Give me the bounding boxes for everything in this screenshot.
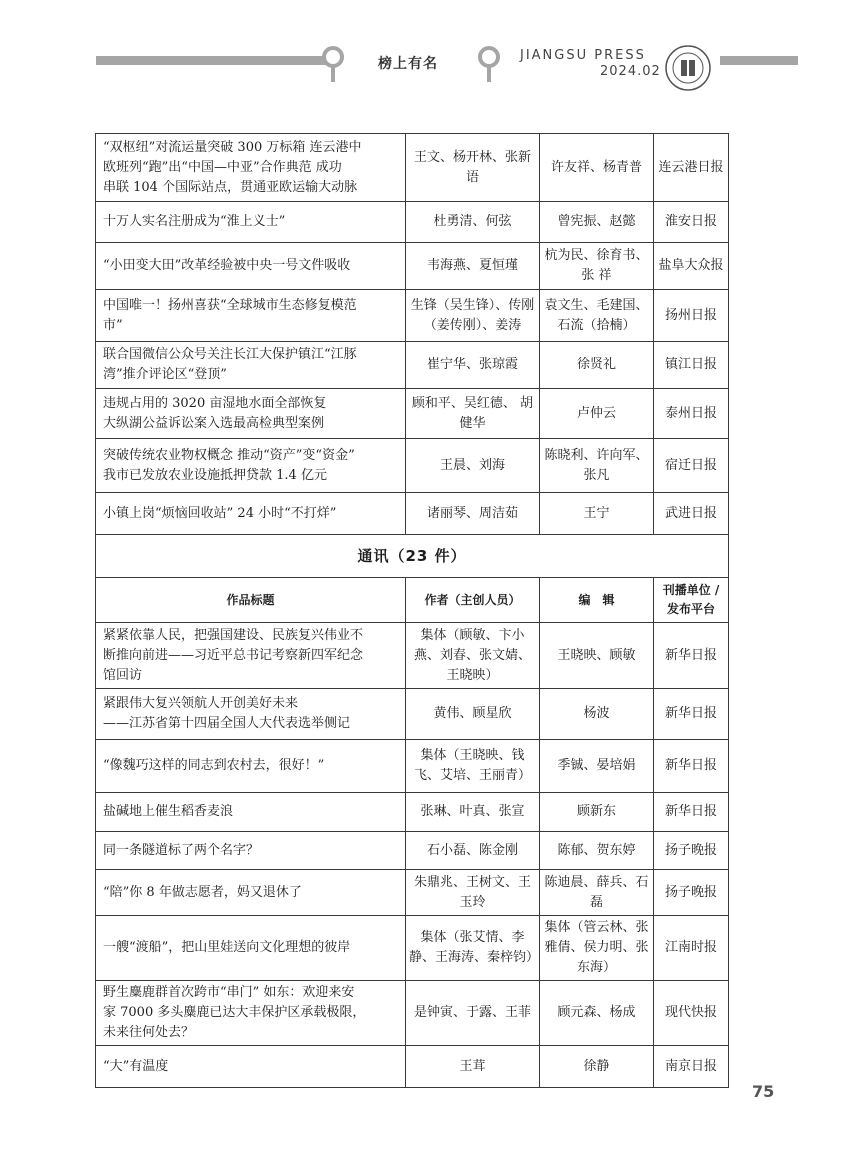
work-authors: 石小磊、陈金刚 [406,832,540,870]
work-editors: 王宁 [540,493,654,535]
work-title-line: 家 7000 多头麋鹿已达大丰保护区承载极限， [103,1005,366,1020]
publishing-unit: 盐阜大众报 [654,243,729,290]
table-row [96,493,729,535]
work-title [96,493,406,535]
work-authors: 王晨、刘海 [406,439,540,493]
work-title-line: 一艘“渡船”，把山里娃送向文化理想的彼岸 [103,940,351,955]
publishing-unit: 现代快报 [654,981,729,1046]
section-name: 榜上有名 [378,56,438,72]
publishing-unit: 泰州日报 [654,389,729,439]
publishing-unit: 扬州日报 [654,290,729,342]
work-title-line: 同一条隧道标了两个名字？ [103,842,260,858]
work-editors: 集体（管云林、张雅倩、侯力明、张东海） [540,916,654,981]
work-title [96,134,406,202]
table-body-lower [96,623,729,1088]
publishing-unit: 新华日报 [654,740,729,793]
work-authors: 韦海燕、夏恒瑾 [406,243,540,290]
work-title-line: 我市已发放农业设施抵押贷款 1.4 亿元 [103,467,327,483]
work-title-line: “小田变大田”改革经验被中央一号文件吸收 [103,258,351,273]
work-editors: 陈郁、贺东婷 [540,832,654,870]
column-header-row [96,578,729,623]
work-authors: 集体（顾敏、卞小燕、刘春、张文婧、王晓映） [406,623,540,689]
table-row [96,981,729,1046]
column-header-unit [654,578,729,623]
work-title-line: 违规占用的 3020 亩湿地水面全部恢复 [103,395,327,411]
work-title-line: 紧紧依靠人民，把强国建设、民族复兴伟业不 [103,627,364,643]
work-title-line: 盐碱地上催生稻香麦浪 [103,804,234,819]
work-title-line: “陪”你 8 年做志愿者，妈又退休了 [103,884,302,900]
work-editors: 季铖、晏培娟 [540,740,654,793]
publishing-unit: 南京日报 [654,1046,729,1088]
work-title-line: “大”有温度 [103,1058,169,1074]
publishing-unit: 宿迁日报 [654,439,729,493]
work-title-line: 野生麋鹿群首次跨市“串门” 如东：欢迎来安 [103,985,355,1000]
table-row [96,870,729,916]
work-title [96,793,406,832]
section-header-row [96,535,729,578]
work-editors: 陈晓利、许向军、张凡 [540,439,654,493]
work-title-line: 大纵湖公益诉讼案入选最高检典型案例 [103,415,325,431]
work-editors: 杨波 [540,689,654,740]
work-title [96,916,406,981]
work-title-line: ——江苏省第十四届全国人大代表选举侧记 [103,716,351,731]
work-editors: 卢仲云 [540,389,654,439]
work-title [96,832,406,870]
table-row [96,290,729,342]
work-title [96,740,406,793]
work-authors: 是钟寅、于露、王菲 [406,981,540,1046]
page-number: 75 [752,1082,775,1101]
work-title [96,243,406,290]
work-authors: 集体（王晓映、钱飞、艾培、王丽青） [406,740,540,793]
publishing-unit: 连云港日报 [654,134,729,202]
work-title-line: 十万人实名注册成为“淮上义士” [103,214,286,229]
work-editors: 曾宪振、赵懿 [540,202,654,243]
work-title [96,389,406,439]
work-title-line: 市” [103,317,123,333]
column-header-authors: 作者（主创人员） [406,578,540,623]
work-authors: 黄伟、顾星欣 [406,689,540,740]
header-rule-left [96,56,326,65]
publishing-unit: 淮安日报 [654,202,729,243]
work-title [96,981,406,1046]
work-title-line: 未来往何处去？ [103,1025,195,1040]
work-authors: 生锋（吴生锋）、传刚（姜传刚）、姜涛 [406,290,540,342]
work-title-line: 串联 104 个国际站点，贯通亚欧运输大动脉 [103,179,358,195]
work-authors: 王文、杨开林、张新语 [406,134,540,202]
header-rule-right [720,56,798,65]
table-row [96,389,729,439]
work-authors: 张琳、叶真、张宣 [406,793,540,832]
work-title-line: 突破传统农业物权概念 推动“资产”变“资金” [103,447,355,463]
table-row [96,740,729,793]
work-title-line: 中国唯一！扬州喜获“全球城市生态修复模范 [103,297,357,313]
work-editors: 袁文生、毛建国、石流（拾楠） [540,290,654,342]
work-editors: 陈迪晨、薛兵、石磊 [540,870,654,916]
work-editors: 王晓映、顾敏 [540,623,654,689]
publishing-unit: 扬子晚报 [654,870,729,916]
table-row [96,1046,729,1088]
work-authors: 王茸 [406,1046,540,1088]
work-authors: 杜勇清、何弦 [406,202,540,243]
magazine-name: JIANGSU PRESS [520,48,646,63]
table-row [96,832,729,870]
column-header-editors: 编 辑 [540,578,654,623]
location-pin-icon [318,44,348,84]
work-title-line: “双枢纽”对流运量突破 300 万标箱 连云港中 [103,139,362,155]
work-title [96,1046,406,1088]
table-row [96,916,729,981]
work-authors: 集体（张艾情、李静、王海涛、秦梓钧） [406,916,540,981]
work-title [96,870,406,916]
publishing-unit: 扬子晚报 [654,832,729,870]
work-editors: 杭为民、徐育书、张 祥 [540,243,654,290]
work-title-line: 断推向前进——习近平总书记考察新四军纪念 [103,647,364,663]
column-header-title: 作品标题 [96,578,406,623]
publishing-unit: 镇江日报 [654,342,729,389]
work-title [96,202,406,243]
work-title [96,689,406,740]
work-authors: 崔宁华、张琼霞 [406,342,540,389]
work-editors: 徐静 [540,1046,654,1088]
work-title-line: 湾”推介评论区“登顶” [103,367,227,382]
work-authors: 顾和平、吴红德、 胡健华 [406,389,540,439]
table-row [96,134,729,202]
awards-table [95,133,729,1088]
publishing-unit: 新华日报 [654,689,729,740]
journal-seal-logo [664,44,712,92]
table-row [96,243,729,290]
location-pin-icon [474,44,504,84]
work-authors: 诸丽琴、周洁茹 [406,493,540,535]
table-body-upper [96,134,729,535]
work-title-line: 馆回访 [103,667,143,683]
work-title-line: 紧跟伟大复兴领航人开创美好未来 [103,696,299,711]
work-authors: 朱鼎兆、王树文、王玉玲 [406,870,540,916]
table-row [96,793,729,832]
table-row [96,342,729,389]
table-row [96,202,729,243]
publishing-unit: 新华日报 [654,793,729,832]
table-row [96,689,729,740]
column-header-unit-line1: 刊播单位 / [662,583,720,597]
table-row [96,623,729,689]
work-editors: 徐贤礼 [540,342,654,389]
work-title [96,342,406,389]
work-title-line: 联合国微信公众号关注长江大保护镇江“江豚 [103,347,357,362]
work-title [96,439,406,493]
publishing-unit: 武进日报 [654,493,729,535]
table-row [96,439,729,493]
section-title: 通讯（23 件） [96,535,729,578]
work-title [96,623,406,689]
work-title-line: 小镇上岗“烦恼回收站” 24 小时“不打烊” [103,505,337,521]
issue-date: 2024.02 [600,64,661,79]
work-title-line: “像魏巧这样的同志到农村去，很好！” [103,758,325,773]
work-editors: 许友祥、杨青普 [540,134,654,202]
work-editors: 顾元森、杨成 [540,981,654,1046]
work-title-line: 欧班列“跑”出“中国—中亚”合作典范 成功 [103,159,342,175]
work-title [96,290,406,342]
column-header-unit-line2: 发布平台 [666,602,715,616]
publishing-unit: 江南时报 [654,916,729,981]
work-editors: 顾新东 [540,793,654,832]
publishing-unit: 新华日报 [654,623,729,689]
